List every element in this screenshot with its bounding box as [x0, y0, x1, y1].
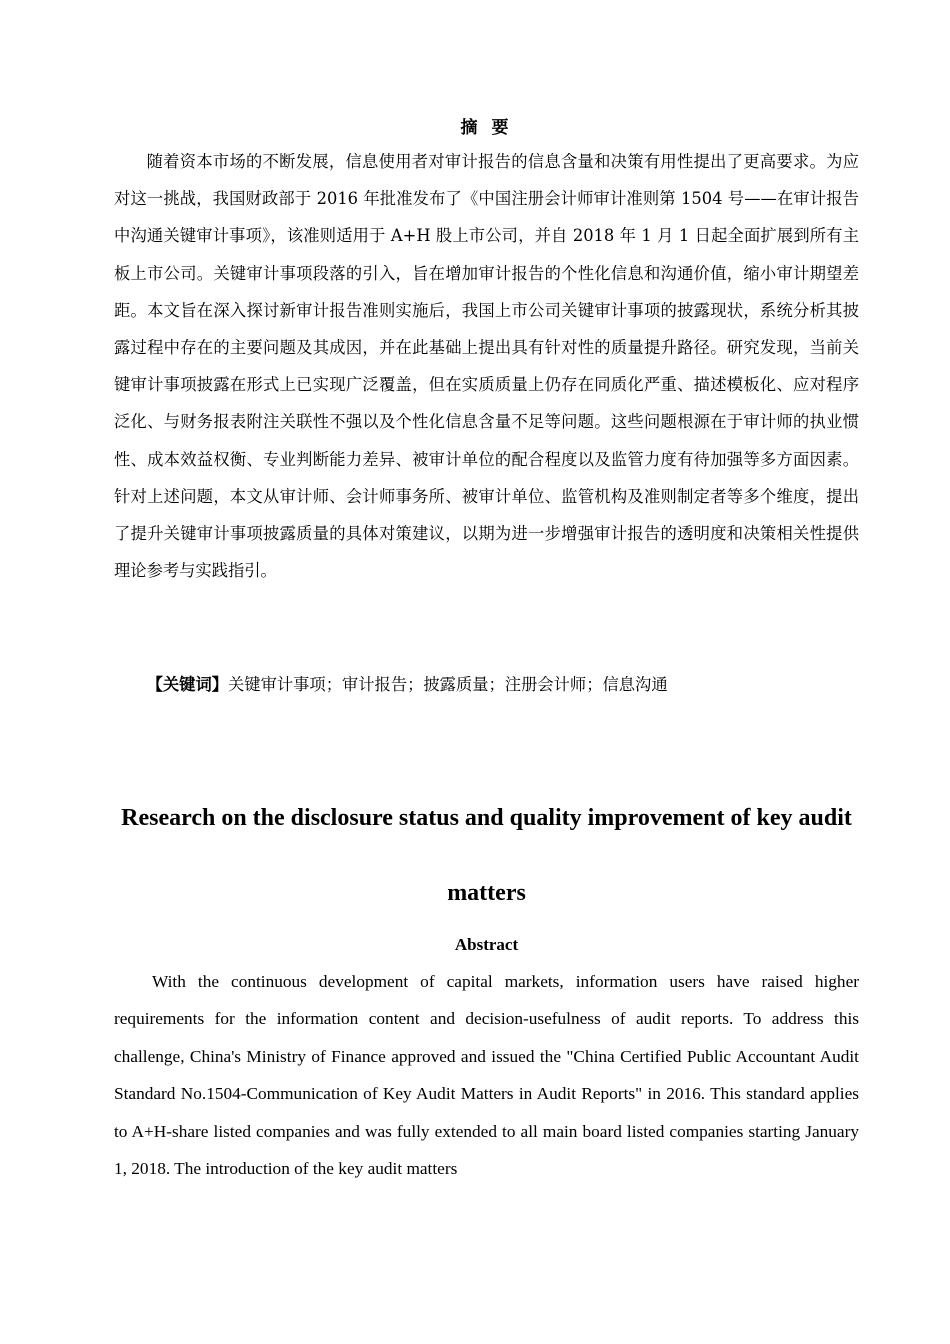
english-abstract-title: Abstract — [454, 935, 519, 954]
keywords-text: 关键审计事项；审计报告；披露质量；注册会计师；信息沟通 — [228, 675, 668, 694]
english-paper-title: Research on the disclosure status and quality improvement of key audit matters — [121, 805, 852, 906]
english-abstract-body: With the continuous development of capital markets, information users have raised higher requirements for the information content and decision-usefulness of audit reports. To address this challenge, China's Ministry of Finance approved and issued the "China Certified Public Accountant Audit Standard No.1504-Communication of Key Audit Matters in Audit Reports" in 2016. This standard applies to A+H-share listed companies and was fully extended to all main board listed companies starting January 1, 2018. The introduction of the key audit matters — [114, 972, 859, 1179]
keywords-label: 【关键词】 — [146, 675, 229, 694]
chinese-keywords-line — [114, 666, 859, 703]
chinese-abstract-body: 随着资本市场的不断发展，信息使用者对审计报告的信息含量和决策有用性提出了更高要求。为应对这一挑战，我国财政部于 2016 年批准发布了《中国注册会计师审计准则第 1504 号——在审计报告中沟通关键审计事项》，该准则适用于 A+H 股上市公司，并自 2018 年 1 月 1 日起全面扩展到所有主板上市公司。关键审计事项段落的引入，旨在增加审计报告的个性化信息和沟通价值，缩小审计期望差距。本文旨在深入探讨新审计报告准则实施后，我国上市公司关键审计事项的披露现状，系统分析其披露过程中存在的主要问题及其成因，并在此基础上提出具有针对性的质量提升路径。研究发现，当前关键审计事项披露在形式上已实现广泛覆盖，但在实质质量上仍存在同质化严重、描述模板化、应对程序泛化、与财务报表附注关联性不强以及个性化信息含量不足等问题。这些问题根源在于审计师的执业惯性、成本效益权衡、专业判断能力差异、被审计单位的配合程度以及监管力度有待加强等多方面因素。针对上述问题，本文从审计师、会计师事务所、被审计单位、监管机构及准则制定者等多个维度，提出了提升关键审计事项披露质量的具体对策建议，以期为进一步增强审计报告的透明度和决策相关性提供理论参考与实践指引。 — [114, 152, 859, 581]
chinese-abstract-title: 摘 要 — [460, 118, 513, 138]
